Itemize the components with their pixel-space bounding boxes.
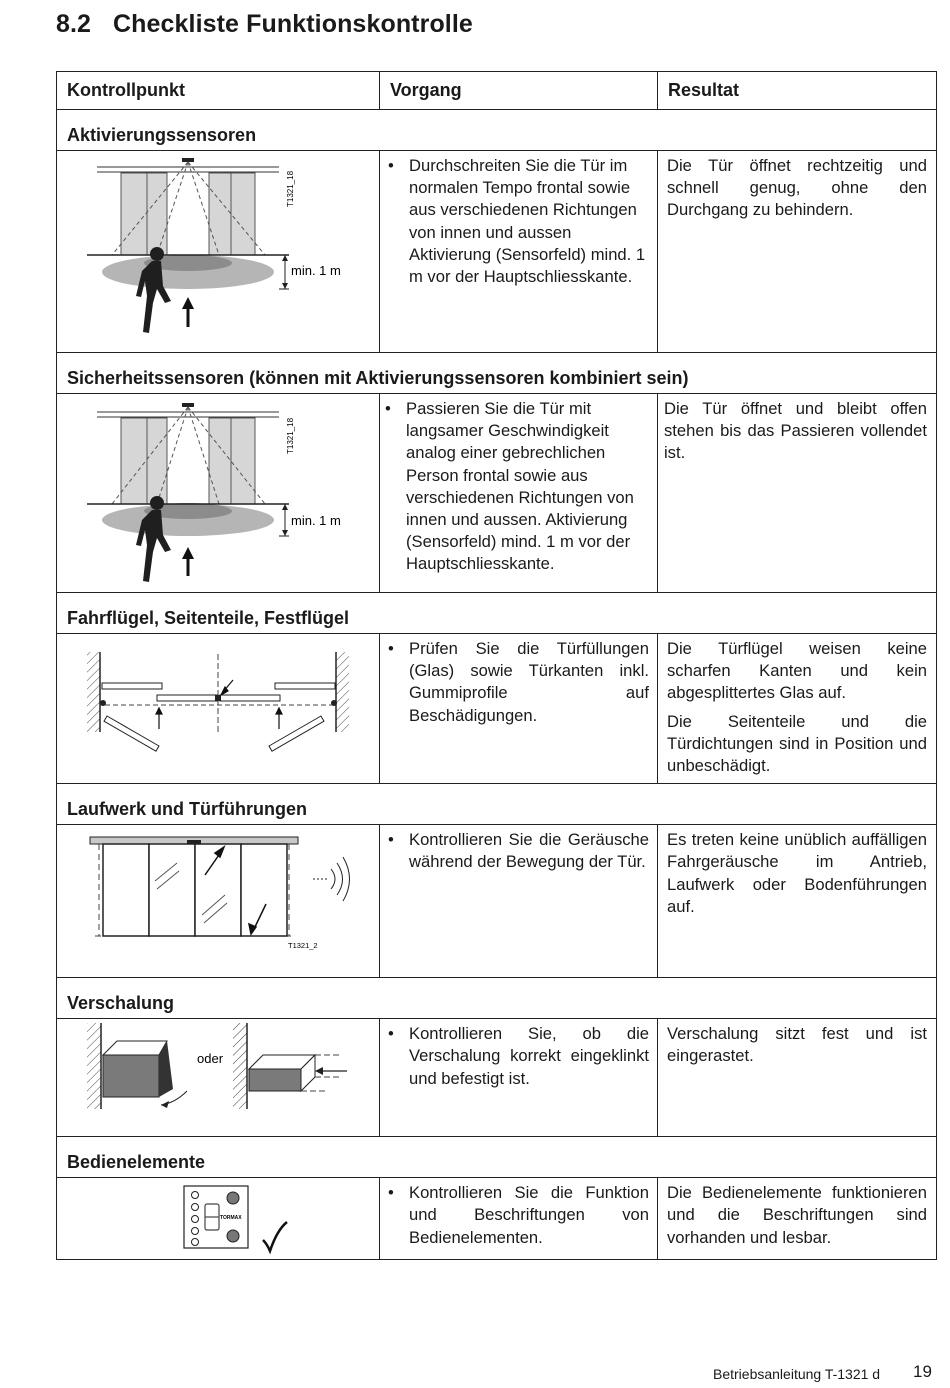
section-title-verschalung: Verschalung [57,978,937,1019]
section-title-aktivierungssensoren: Aktivierungssensoren [57,110,937,151]
direction-arrow-icon [182,297,194,327]
procedure-text: Prüfen Sie die Türfüllungen (Glas) sowie Türkanten inkl. Gummiprofile auf Beschädigungen. [409,639,649,725]
figure-code: T1321_2 [288,941,318,951]
figure-cell [57,151,380,353]
result-text: Die Türflügel weisen keine scharfen Kanten und kein abgesplittertes Glas auf. [667,639,927,703]
column-header-resultat: Resultat [658,72,937,110]
table-row [57,151,937,353]
figure-cell [57,1178,380,1260]
figure-code: T1321_18 [286,417,295,454]
procedure-text: Kontrollieren Sie die Funktion und Beschriftungen von Bedienelementen. [409,1183,649,1247]
result-cell [658,394,937,593]
result-text: Die Seitenteile und die Türdichtungen sind in Position und unbeschädigt. [667,711,927,776]
result-text: Es treten keine unüblich auffälligen Fahrgeräusche im Antrieb, Laufwerk oder Bodenführungen auf. [667,830,927,916]
alternative-label: oder [197,1051,224,1067]
table-row [57,825,937,978]
section-title-laufwerk: Laufwerk und Türführungen [57,784,937,825]
figure-cell [57,394,380,593]
result-cell [658,151,937,353]
checklist-table [56,71,937,1260]
arrow-icon [315,1067,347,1075]
section-title-bedienelemente: Bedienelemente [57,1137,937,1178]
page-number: 19 [913,1362,932,1381]
section-title-fahrfluegel: Fahrflügel, Seitenteile, Festflügel [57,593,937,634]
result-cell [658,634,937,784]
result-cell [658,825,937,978]
procedure-cell: • Durchschreiten Sie die Tür im normalen Tempo frontal sowie aus verschiedenen Richtungen von innen und aussen Aktivierung (Sensorfeld) mind. 1 m vor der Hauptschliesskante. [380,151,658,353]
section-row [57,593,937,634]
sound-waves-icon [313,857,350,901]
table-row [57,634,937,784]
dimension-label: min. 1 m [291,513,341,528]
procedure-cell: • Prüfen Sie die Türfüllungen (Glas) sowie Türkanten inkl. Gummiprofile auf Beschädigungen. [380,634,658,784]
section-row [57,978,937,1019]
result-text: Die Tür öffnet rechtzeitig und schnell genug, ohne den Durchgang zu behindern. [667,156,927,220]
control-panel-figure [57,1178,379,1258]
figure-cell [57,825,380,978]
activation-sensor-figure [57,151,379,351]
column-header-kontrollpunkt: Kontrollpunkt [57,72,380,110]
table-header-row [57,72,937,110]
section-row [57,110,937,151]
procedure-cell: • Kontrollieren Sie die Funktion und Beschriftungen von Bedienelementen. [380,1178,658,1260]
result-text: Verschalung sitzt fest und ist eingerastet. [667,1024,927,1066]
procedure-cell: • Kontrollieren Sie die Geräusche während der Bewegung der Tür. [380,825,658,978]
procedure-text: Kontrollieren Sie, ob die Verschalung korrekt eingeklinkt und befestigt ist. [409,1024,649,1088]
section-title-sicherheitssensoren: Sicherheitssensoren (können mit Aktivierungssensoren kombiniert sein) [57,353,937,394]
section-number: 8.2 [56,10,92,38]
footer-doc-title: Betriebsanleitung T-1321 d [713,1366,881,1382]
procedure-text: Kontrollieren Sie die Geräusche während der Bewegung der Tür. [409,830,649,872]
figure-cell [57,634,380,784]
result-cell [658,1178,937,1260]
procedure-text: Durchschreiten Sie die Tür im normalen Tempo frontal sowie aus verschiedenen Richtungen von innen und aussen Aktivierung (Sensorfeld) mind. 1 m vor der Hauptschliesskante. [409,156,646,287]
figure-cell [57,1019,380,1137]
table-row [57,1019,937,1137]
figure-code: T1321_18 [286,170,295,207]
result-cell [658,1019,937,1137]
result-text: Die Tür öffnet und bleibt offen stehen bis das Passieren vollendet ist. [664,399,927,463]
column-header-vorgang: Vorgang [380,72,658,110]
direction-arrow-icon [182,547,194,576]
procedure-cell: • Kontrollieren Sie, ob die Verschalung korrekt eingeklinkt und befestigt ist. [380,1019,658,1137]
section-title: Checkliste Funktionskontrolle [113,10,473,38]
section-row [57,1137,937,1178]
page-title [56,10,473,39]
door-leaf-figure [57,634,379,777]
section-row [57,784,937,825]
brand-logo: TORMAX [220,1215,242,1222]
cover-figure [57,1019,379,1135]
table-row [57,394,937,593]
section-row [57,353,937,394]
checkmark-icon [263,1222,287,1251]
procedure-text: Passieren Sie die Tür mit langsamer Geschwindigkeit analog einer gebrechlichen Person frontal sowie aus verschiedenen Richtungen von innen und aussen. Aktivierung (Sensorfeld) mind. 1 m vor der Hauptschliesskante. [406,399,634,574]
table-row [57,1178,937,1260]
safety-sensor-figure [57,394,379,591]
running-gear-figure [57,825,379,976]
procedure-cell: • Passieren Sie die Tür mit langsamer Geschwindigkeit analog einer gebrechlichen Person frontal sowie aus verschiedenen Richtungen von innen und aussen. Aktivierung (Sensorfeld) mind. 1 m vor der Hauptschliesskante. [380,394,658,593]
dimension-label: min. 1 m [291,263,341,278]
result-text: Die Bedienelemente funktionieren und die Beschriftungen sind vorhanden und lesbar. [667,1183,927,1247]
